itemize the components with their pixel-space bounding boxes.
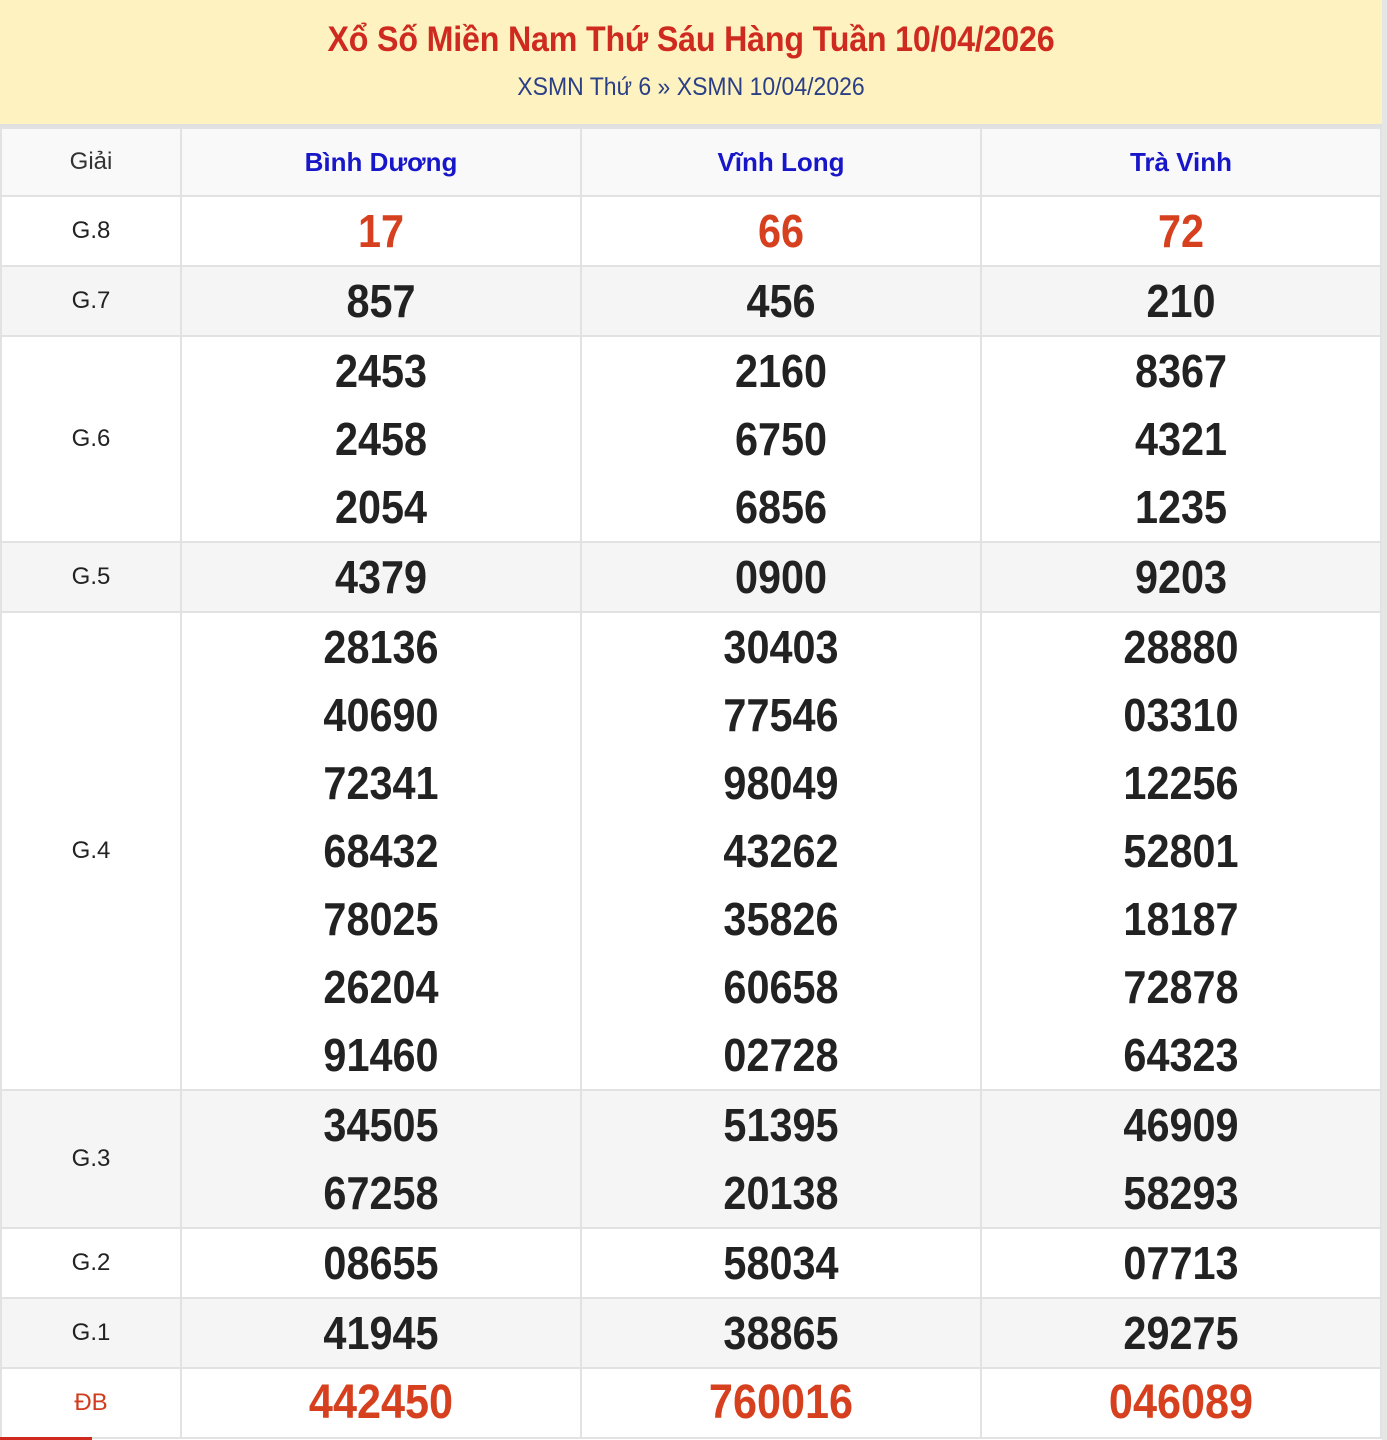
result-number: 77546 <box>723 689 839 741</box>
result-cell <box>581 1090 981 1228</box>
breadcrumb-link-weekday[interactable]: XSMN Thứ 6 <box>517 73 652 101</box>
prize-row <box>1 1298 1381 1368</box>
result-cell <box>981 336 1381 542</box>
prize-row <box>1 612 1381 1090</box>
result-number: 78025 <box>323 893 439 945</box>
result-cell <box>981 612 1381 1090</box>
result-number: 046089 <box>1108 1376 1254 1429</box>
result-number: 02728 <box>723 1029 839 1081</box>
prize-row <box>1 1368 1381 1438</box>
result-number: 46909 <box>1123 1099 1239 1151</box>
breadcrumb-separator: » <box>657 73 671 101</box>
result-number: 12256 <box>1123 757 1239 809</box>
province-header-binh-duong[interactable]: Bình Dương <box>181 128 581 196</box>
result-cell <box>981 266 1381 336</box>
result-number: 64323 <box>1123 1029 1239 1081</box>
result-number: 2054 <box>334 481 428 533</box>
result-number: 28880 <box>1123 621 1239 673</box>
prize-row <box>1 542 1381 612</box>
result-number: 1235 <box>1134 481 1228 533</box>
result-number: 4379 <box>334 551 428 603</box>
page-title: Xổ Số Miền Nam Thứ Sáu Hàng Tuần 10/04/2026 <box>327 20 1055 59</box>
scroll-edge <box>1382 0 1387 1440</box>
result-number: 41945 <box>323 1307 439 1359</box>
prize-row <box>1 266 1381 336</box>
prize-column-header: Giải <box>1 128 181 196</box>
result-cell <box>981 196 1381 266</box>
result-number: 72341 <box>323 757 439 809</box>
result-number: 2453 <box>334 345 428 397</box>
prize-label: G.3 <box>1 1090 181 1228</box>
result-number: 28136 <box>323 621 439 673</box>
result-cell <box>581 1368 981 1438</box>
prize-row <box>1 1228 1381 1298</box>
result-number: 52801 <box>1123 825 1239 877</box>
result-cell <box>981 1368 1381 1438</box>
result-number: 456 <box>746 275 816 327</box>
result-number: 60658 <box>723 961 839 1013</box>
result-cell <box>581 336 981 542</box>
result-number: 4321 <box>1134 413 1228 465</box>
result-number: 8367 <box>1134 345 1228 397</box>
result-number: 442450 <box>308 1376 454 1429</box>
result-cell <box>981 1090 1381 1228</box>
result-number: 34505 <box>323 1099 439 1151</box>
result-cell <box>581 1298 981 1368</box>
result-number: 43262 <box>723 825 839 877</box>
result-number: 72 <box>1157 205 1205 257</box>
prize-label: ĐB <box>1 1368 181 1438</box>
result-number: 91460 <box>323 1029 439 1081</box>
result-cell <box>181 266 581 336</box>
result-cell <box>181 1368 581 1438</box>
result-number: 857 <box>346 275 416 327</box>
result-number: 29275 <box>1123 1307 1239 1359</box>
result-cell <box>181 1090 581 1228</box>
prize-label: G.6 <box>1 336 181 542</box>
prize-label: G.4 <box>1 612 181 1090</box>
result-number: 66 <box>757 205 805 257</box>
result-number: 17 <box>357 205 405 257</box>
result-number: 58034 <box>723 1237 839 1289</box>
result-number: 38865 <box>723 1307 839 1359</box>
result-number: 18187 <box>1123 893 1239 945</box>
lottery-results-table <box>0 127 1382 1439</box>
result-number: 07713 <box>1123 1237 1239 1289</box>
result-cell <box>581 542 981 612</box>
result-number: 9203 <box>1134 551 1228 603</box>
prize-label: G.7 <box>1 266 181 336</box>
result-number: 2160 <box>734 345 828 397</box>
result-number: 2458 <box>334 413 428 465</box>
province-header-vinh-long[interactable]: Vĩnh Long <box>581 128 981 196</box>
prize-row <box>1 196 1381 266</box>
result-cell <box>981 542 1381 612</box>
prize-label: G.2 <box>1 1228 181 1298</box>
result-cell <box>981 1228 1381 1298</box>
result-number: 40690 <box>323 689 439 741</box>
result-cell <box>981 1298 1381 1368</box>
result-cell <box>181 542 581 612</box>
result-number: 51395 <box>723 1099 839 1151</box>
prize-label: G.1 <box>1 1298 181 1368</box>
result-cell <box>181 196 581 266</box>
result-cell <box>181 1228 581 1298</box>
result-number: 67258 <box>323 1167 439 1219</box>
province-header-tra-vinh[interactable]: Trà Vinh <box>981 128 1381 196</box>
prize-label: G.8 <box>1 196 181 266</box>
result-number: 30403 <box>723 621 839 673</box>
result-number: 760016 <box>708 1376 854 1429</box>
result-number: 98049 <box>723 757 839 809</box>
result-number: 26204 <box>323 961 439 1013</box>
table-header-row <box>1 128 1381 196</box>
result-cell <box>581 612 981 1090</box>
results-banner <box>0 0 1382 127</box>
result-cell <box>581 266 981 336</box>
breadcrumb <box>55 72 1326 102</box>
result-cell <box>581 196 981 266</box>
result-number: 6856 <box>734 481 828 533</box>
result-number: 72878 <box>1123 961 1239 1013</box>
result-number: 0900 <box>734 551 828 603</box>
result-cell <box>181 1298 581 1368</box>
result-cell <box>181 612 581 1090</box>
result-number: 68432 <box>323 825 439 877</box>
result-number: 210 <box>1146 275 1216 327</box>
result-cell <box>581 1228 981 1298</box>
result-number: 08655 <box>323 1237 439 1289</box>
result-number: 35826 <box>723 893 839 945</box>
prize-label: G.5 <box>1 542 181 612</box>
result-number: 58293 <box>1123 1167 1239 1219</box>
result-number: 6750 <box>734 413 828 465</box>
breadcrumb-link-date[interactable]: XSMN 10/04/2026 <box>676 73 865 101</box>
result-number: 20138 <box>723 1167 839 1219</box>
result-number: 03310 <box>1123 689 1239 741</box>
prize-row <box>1 336 1381 542</box>
prize-row <box>1 1090 1381 1228</box>
result-cell <box>181 336 581 542</box>
